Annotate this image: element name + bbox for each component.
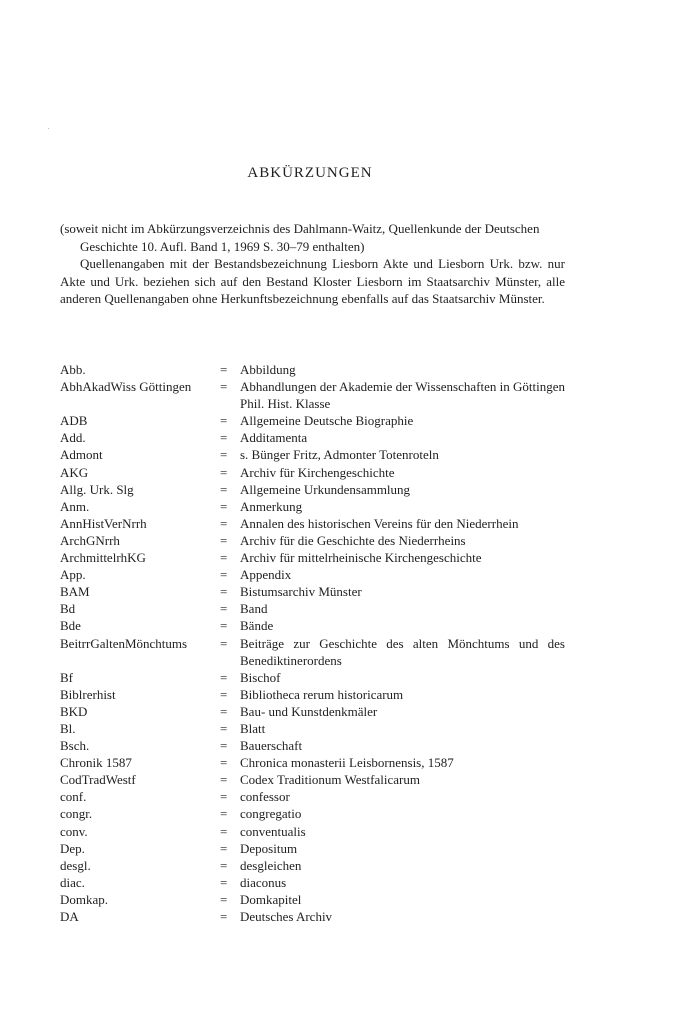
abbreviation-row <box>60 412 565 429</box>
equals-sign: = <box>220 755 228 771</box>
abbreviation-term: Dep. <box>60 840 85 856</box>
abbreviation-meaning: diaconus <box>240 874 287 890</box>
abbreviation-meaning: confessor <box>240 789 290 805</box>
equals-sign: = <box>220 515 228 531</box>
abbreviation-row <box>60 549 565 566</box>
abbreviation-meaning: Bischof <box>240 669 281 685</box>
abbreviation-row <box>60 498 565 515</box>
equals-sign: = <box>220 430 228 446</box>
abbreviation-row <box>60 771 565 788</box>
abbreviation-meaning: Bibliotheca rerum historicarum <box>240 686 404 702</box>
equals-sign: = <box>220 498 228 514</box>
equals-sign: = <box>220 669 228 685</box>
abbreviation-row <box>60 908 565 925</box>
abbreviation-meaning: Blatt <box>240 720 266 736</box>
abbreviation-meaning: congregatio <box>240 806 302 822</box>
abbreviation-row <box>60 600 565 617</box>
equals-sign: = <box>220 840 228 856</box>
equals-sign: = <box>220 567 228 583</box>
equals-sign: = <box>220 720 228 736</box>
abbreviation-term: Add. <box>60 430 86 446</box>
abbreviation-row <box>60 481 565 498</box>
abbreviation-row <box>60 737 565 754</box>
abbreviation-meaning: Bau- und Kunstdenkmäler <box>240 703 378 719</box>
equals-sign: = <box>220 532 228 548</box>
abbreviation-list <box>60 361 565 925</box>
equals-sign: = <box>220 738 228 754</box>
abbreviation-meaning: Bände <box>240 618 274 634</box>
abbreviation-row <box>60 361 565 378</box>
abbreviation-row <box>60 720 565 737</box>
equals-sign: = <box>220 686 228 702</box>
abbreviation-term: CodTradWestf <box>60 772 136 788</box>
abbreviation-meaning: Appendix <box>240 567 292 583</box>
equals-sign: = <box>220 891 228 907</box>
equals-sign: = <box>220 481 228 497</box>
abbreviation-term: ArchGNrrh <box>60 532 120 548</box>
abbreviation-term: conf. <box>60 789 87 805</box>
abbreviation-term: Bsch. <box>60 738 90 754</box>
abbreviation-row <box>60 464 565 481</box>
abbreviation-term: Anm. <box>60 498 90 514</box>
abbreviation-row <box>60 583 565 600</box>
abbreviation-meaning: Allgemeine Urkundensammlung <box>240 481 411 497</box>
abbreviation-meaning: Archiv für mittelrheinische Kirchengeschichte <box>240 550 482 566</box>
abbreviation-row <box>60 754 565 771</box>
equals-sign: = <box>220 789 228 805</box>
abbreviation-meaning: Allgemeine Deutsche Biographie <box>240 413 414 429</box>
intro-note: (soweit nicht im Abkürzungsverzeichnis des Dahlmann-Waitz, Quellenkunde der Deutschen Geschichte 10. Aufl. Band 1, 1969 S. 30–79 enthalten) <box>60 221 540 254</box>
abbreviation-term: diac. <box>60 874 85 890</box>
abbreviation-row <box>60 635 565 669</box>
equals-sign: = <box>220 601 228 617</box>
abbreviation-meaning: Depositum <box>240 840 298 856</box>
abbreviation-term: Abb. <box>60 362 86 377</box>
abbreviation-row <box>60 857 565 874</box>
equals-sign: = <box>220 362 228 377</box>
abbreviation-term: Bf <box>60 669 73 685</box>
abbreviation-row <box>60 617 565 634</box>
abbreviation-meaning: Abbildung <box>240 362 296 377</box>
abbreviation-meaning: Codex Traditionum Westfalicarum <box>240 772 420 788</box>
equals-sign: = <box>220 584 228 600</box>
abbreviation-meaning: desgleichen <box>240 857 302 873</box>
abbreviation-meaning: Bistumsarchiv Münster <box>240 584 362 600</box>
abbreviation-term: Bl. <box>60 720 76 736</box>
abbreviation-term: BAM <box>60 584 90 600</box>
abbreviation-term: DA <box>60 909 79 924</box>
abbreviation-term: Domkap. <box>60 891 109 907</box>
abbreviation-meaning: Archiv für die Geschichte des Niederrheins <box>240 532 466 548</box>
intro-sources: Quellenangaben mit der Bestandsbezeichnung Liesborn Akte und Liesborn Urk. bzw. nur Akte und Urk. beziehen sich auf den Bestand Kloster Liesborn im Staatsarchiv Münster, alle anderen Quellenangaben ohne Herkunftsbezeichnung ebenfalls auf das Staatsarchiv Münster. <box>60 256 565 306</box>
abbreviation-term: AnnHistVerNrrh <box>60 515 147 531</box>
abbreviation-row <box>60 378 565 412</box>
abbreviation-meaning: Anmerkung <box>240 498 303 514</box>
abbreviation-meaning: Abhandlungen der Akademie der Wissenschaften in Göttingen Phil. Hist. Klasse <box>240 379 565 412</box>
abbreviation-term: Bde <box>60 618 81 634</box>
abbreviation-term: ADB <box>60 413 88 429</box>
abbreviation-meaning: Annalen des historischen Vereins für den Niederrhein <box>240 515 519 531</box>
equals-sign: = <box>220 447 228 463</box>
abbreviation-term: BKD <box>60 703 88 719</box>
abbreviation-row <box>60 429 565 446</box>
abbreviation-meaning: Beiträge zur Geschichte des alten Mönchtums und des Benediktinerordens <box>240 635 565 668</box>
abbreviation-row <box>60 532 565 549</box>
abbreviation-meaning: Additamenta <box>240 430 308 446</box>
equals-sign: = <box>220 379 228 395</box>
page-title: ABKÜRZUNGEN <box>247 165 373 181</box>
abbreviation-row <box>60 703 565 720</box>
abbreviation-meaning: Deutsches Archiv <box>240 909 333 924</box>
abbreviation-meaning: Bauerschaft <box>240 738 303 754</box>
equals-sign: = <box>220 464 228 480</box>
abbreviation-row <box>60 874 565 891</box>
equals-sign: = <box>220 413 228 429</box>
scan-speck <box>48 128 49 129</box>
abbreviation-term: ArchmittelrhKG <box>60 550 146 566</box>
abbreviation-term: desgl. <box>60 857 91 873</box>
abbreviation-row <box>60 515 565 532</box>
abbreviation-row <box>60 805 565 822</box>
abbreviation-meaning: Band <box>240 601 268 617</box>
equals-sign: = <box>220 772 228 788</box>
abbreviation-term: BeitrrGaltenMönchtums <box>60 635 188 651</box>
equals-sign: = <box>220 857 228 873</box>
abbreviation-term: Biblrerhist <box>60 686 116 702</box>
abbreviation-meaning: conventualis <box>240 823 306 839</box>
abbreviation-term: Allg. Urk. Slg <box>60 481 134 497</box>
abbreviation-term: congr. <box>60 806 93 822</box>
abbreviation-row <box>60 891 565 908</box>
abbreviation-meaning: Chronica monasterii Leisbornensis, 1587 <box>240 755 454 771</box>
abbreviation-row <box>60 823 565 840</box>
equals-sign: = <box>220 806 228 822</box>
abbreviation-term: Chronik 1587 <box>60 755 132 771</box>
abbreviation-term: AbhAkadWiss Göttingen <box>60 379 192 395</box>
equals-sign: = <box>220 909 228 924</box>
intro-section <box>60 220 565 308</box>
abbreviation-meaning: s. Bünger Fritz, Admonter Totenroteln <box>240 447 439 463</box>
abbreviation-meaning: Archiv für Kirchengeschichte <box>240 464 395 480</box>
abbreviation-meaning: Domkapitel <box>240 891 302 907</box>
equals-sign: = <box>220 703 228 719</box>
abbreviation-term: App. <box>60 567 86 583</box>
abbreviation-row <box>60 840 565 857</box>
abbreviation-term: Admont <box>60 447 103 463</box>
equals-sign: = <box>220 823 228 839</box>
equals-sign: = <box>220 874 228 890</box>
equals-sign: = <box>220 550 228 566</box>
abbreviation-row <box>60 446 565 463</box>
abbreviation-row <box>60 566 565 583</box>
abbreviation-term: AKG <box>60 464 89 480</box>
equals-sign: = <box>220 618 228 634</box>
abbreviation-term: Bd <box>60 601 76 617</box>
abbreviation-row <box>60 788 565 805</box>
equals-sign: = <box>220 635 228 651</box>
abbreviation-row <box>60 669 565 686</box>
abbreviation-row <box>60 686 565 703</box>
abbreviation-term: conv. <box>60 823 88 839</box>
